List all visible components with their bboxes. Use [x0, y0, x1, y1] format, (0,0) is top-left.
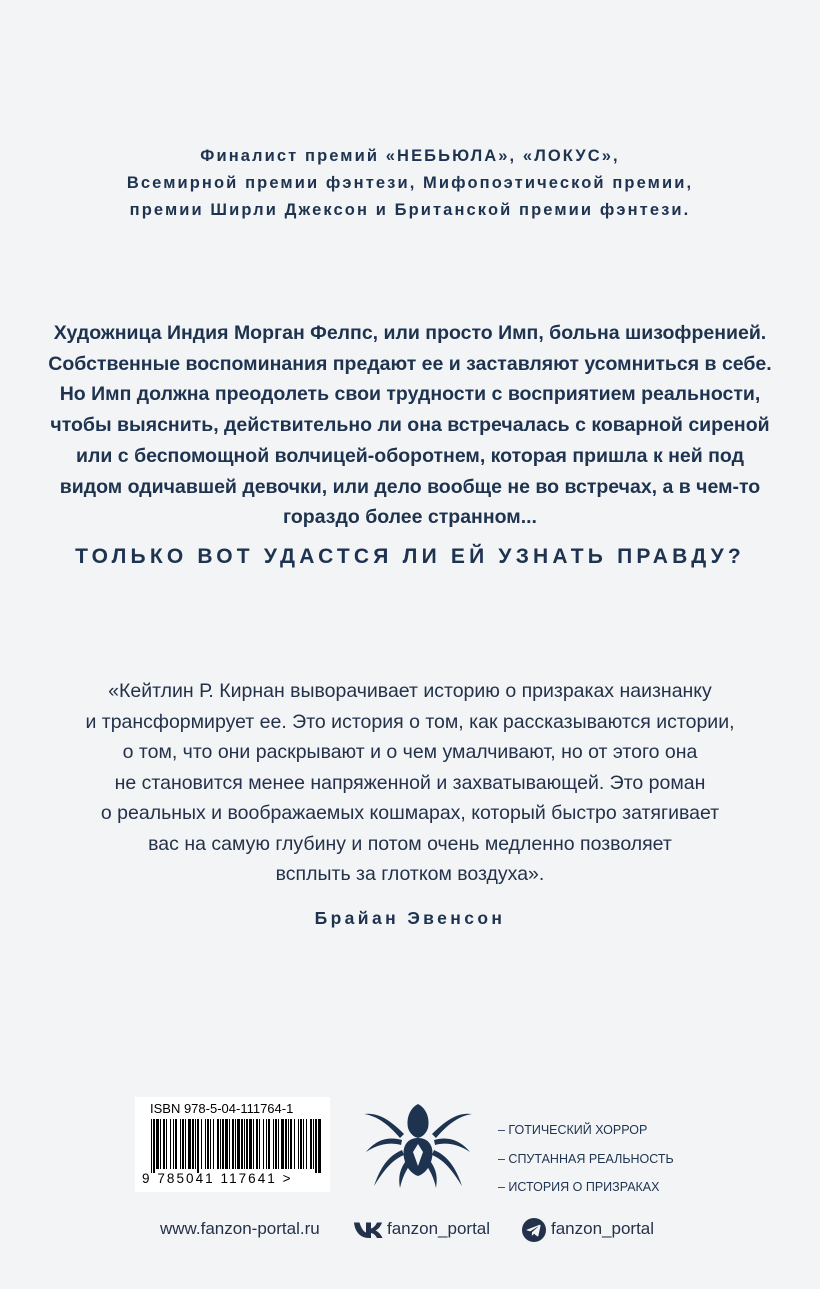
barcode-bar: [213, 1119, 214, 1169]
barcode-bar: [207, 1119, 209, 1169]
publisher-footer: [0, 1216, 820, 1246]
barcode-bar: [192, 1119, 194, 1169]
genre-tags: [498, 1116, 674, 1202]
barcode-bar: [256, 1119, 258, 1169]
barcode-bar: [303, 1119, 304, 1169]
quote-line: не становится менее напряженной и захватывающей. Это роман: [114, 771, 706, 794]
synopsis-line: чтобы выяснить, действительно ли она встречалась с коварной сиреной: [50, 414, 770, 437]
quote-line: всплыть за глотком воздуха».: [275, 863, 545, 885]
barcode-bar: [285, 1119, 287, 1169]
synopsis-block: [30, 318, 790, 533]
barcode-bar: [281, 1119, 284, 1169]
vk-handle[interactable]: fanzon_portal: [387, 1219, 491, 1238]
genre-tag: – ГОТИЧЕСКИЙ ХОРРОР: [498, 1123, 648, 1137]
barcode-bar: [253, 1119, 254, 1169]
barcode-bar: [188, 1119, 191, 1169]
barcode-bar: [263, 1119, 264, 1169]
awards-line: Финалист премий «НЕБЬЮЛА», «ЛОКУС»,: [200, 147, 620, 165]
barcode-bar: [288, 1119, 289, 1169]
barcode-bar: [217, 1119, 219, 1169]
barcode-bar: [259, 1119, 260, 1169]
synopsis-line: видом одичавшей девочки, или дело вообще не во встречах, а в чем-то: [59, 475, 761, 498]
barcode-bar: [310, 1119, 312, 1169]
awards-line: Всемирной премии фэнтези, Мифопоэтической премии,: [126, 174, 694, 192]
barcode-bar: [237, 1119, 240, 1169]
barcode-bar: [201, 1119, 202, 1169]
barcode-bar: [151, 1119, 152, 1173]
barcode-bar: [222, 1119, 224, 1169]
synopsis-line: или с беспомощной волчицей-оборотнем, которая пришла к ней под: [76, 444, 744, 467]
barcode-bar: [205, 1119, 206, 1169]
barcode-bar: [175, 1119, 177, 1169]
quote-author: Брайан Эвенсон: [314, 908, 506, 928]
barcode-bar: [268, 1119, 270, 1169]
barcode-bar: [290, 1119, 292, 1169]
barcode-bar: [294, 1119, 295, 1169]
genre-tag: – СПУТАННАЯ РЕАЛЬНОСТЬ: [498, 1151, 674, 1166]
barcode-bar: [275, 1119, 277, 1169]
quote-line: о реальных и воображаемых кошмарах, который быстро затягивает: [100, 802, 720, 824]
barcode-bar: [273, 1119, 274, 1169]
barcode-bar: [210, 1119, 211, 1169]
barcode-bar: [298, 1119, 299, 1169]
barcode-bar: [241, 1119, 243, 1169]
genre-tag: – ИСТОРИЯ О ПРИЗРАКАХ: [498, 1180, 660, 1194]
barcode-bar: [229, 1119, 230, 1169]
barcode-bar: [197, 1119, 199, 1173]
awards-block: [40, 143, 780, 224]
isbn-barcode: [135, 1097, 330, 1192]
tagline: ТОЛЬКО ВОТ УДАСТСЯ ЛИ ЕЙ УЗНАТЬ ПРАВДУ?: [75, 545, 745, 568]
barcode-bar: [163, 1119, 165, 1169]
barcode-bar: [195, 1119, 196, 1169]
barcode-bar: [220, 1119, 221, 1169]
barcode-bar: [170, 1119, 171, 1169]
vk-icon[interactable]: [353, 1221, 383, 1239]
barcode-bar: [244, 1119, 245, 1169]
telegram-icon[interactable]: [522, 1218, 546, 1242]
barcode-bar: [180, 1119, 181, 1169]
barcode-bar: [185, 1119, 186, 1169]
barcode-bar: [232, 1119, 234, 1169]
barcode-bar: [313, 1119, 314, 1169]
barcode-bar: [182, 1119, 184, 1169]
quote-line: вас на самую глубину и потом очень медленно позволяет: [148, 832, 672, 855]
synopsis-line: Художница Индия Морган Фелпс, или просто Имп, больна шизофренией.: [53, 322, 767, 344]
barcode-bar: [249, 1119, 252, 1169]
barcode-bar: [278, 1119, 279, 1169]
website-link[interactable]: www.fanzon-portal.ru: [160, 1219, 320, 1238]
review-quote: [30, 676, 790, 890]
quote-line: о том, что они раскрывают и о чем умалчивают, но от этого она: [122, 741, 698, 763]
barcode-bar: [318, 1119, 321, 1173]
synopsis-line: гораздо более странном...: [283, 506, 537, 529]
barcode-bar: [156, 1119, 159, 1169]
synopsis-line: Собственные воспоминания предают ее и заставляют усомниться в себе.: [48, 352, 772, 375]
barcode-bar: [315, 1119, 317, 1173]
barcode-bar: [153, 1119, 155, 1173]
spider-icon: [360, 1100, 476, 1188]
isbn-number: ISBN 978-5-04-111764-1: [150, 1101, 294, 1116]
synopsis-line: Но Имп должна преодолеть свои трудности с восприятием реальности,: [59, 383, 761, 406]
barcode-bar: [306, 1119, 307, 1169]
quote-line: и трансформирует ее. Это история о том, как рассказываются истории,: [85, 710, 735, 733]
barcode-bar: [173, 1119, 174, 1169]
barcode-bar: [160, 1119, 161, 1169]
barcode-bar: [300, 1119, 302, 1169]
barcode-bar: [225, 1119, 228, 1169]
quote-line: «Кейтлин Р. Кирнан выворачивает историю о призраках наизнанку: [108, 680, 712, 702]
barcode-bar: [166, 1119, 167, 1169]
barcode-bar: [246, 1119, 248, 1169]
telegram-handle[interactable]: fanzon_portal: [551, 1219, 655, 1238]
barcode-bar: [266, 1119, 267, 1169]
barcode-digits: 9 785041 117641 >: [142, 1171, 293, 1186]
barcode-bar: [235, 1119, 236, 1169]
awards-line: премии Ширли Джексон и Британской премии фэнтези.: [129, 201, 691, 219]
